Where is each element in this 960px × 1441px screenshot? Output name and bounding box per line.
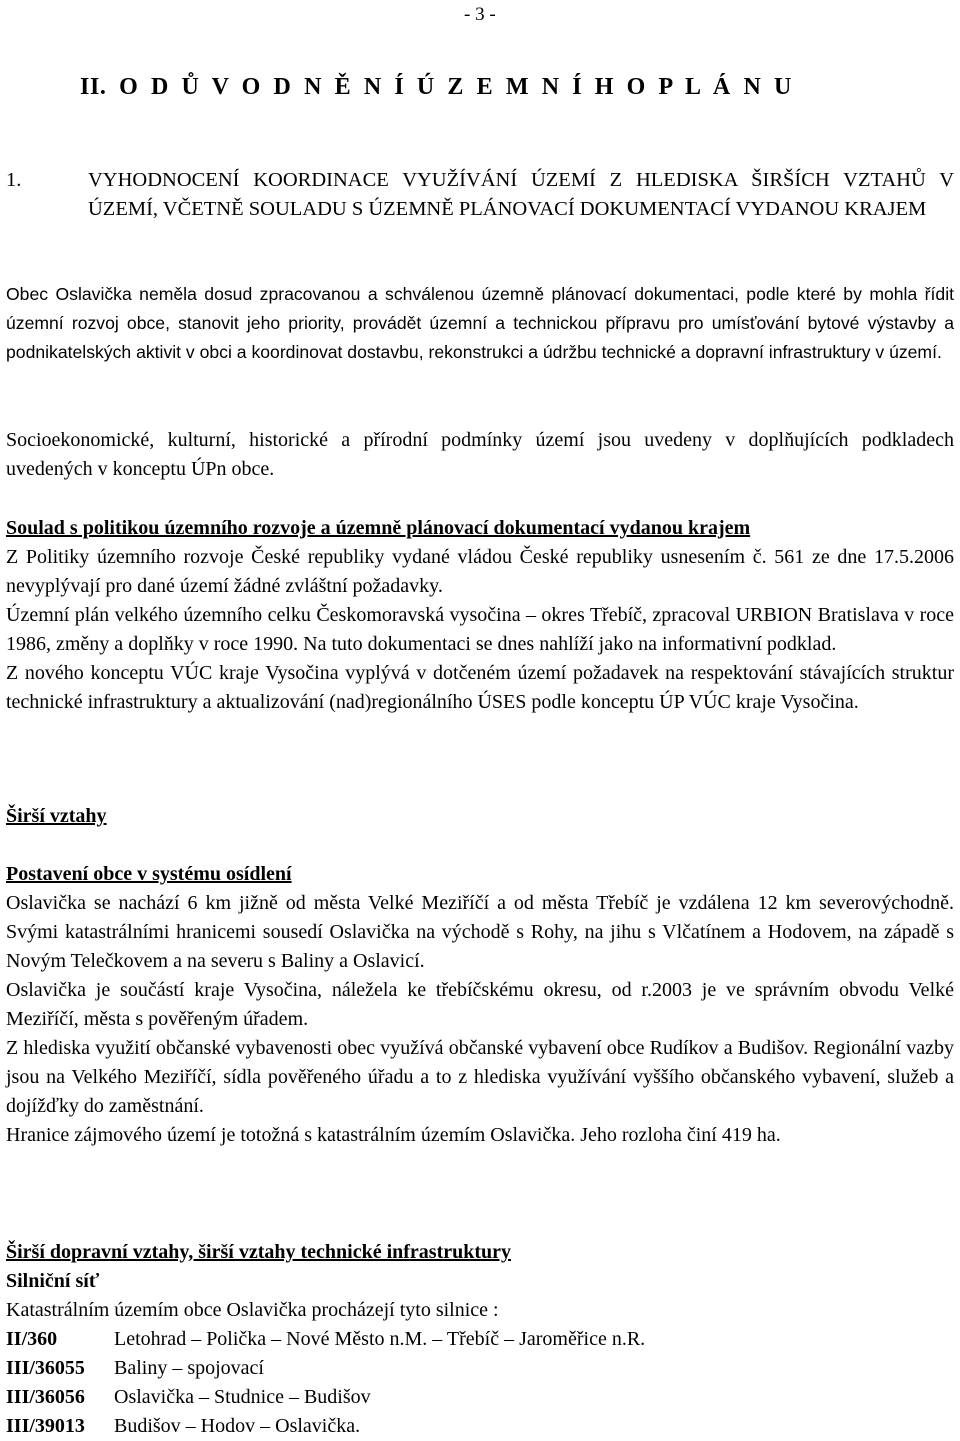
chapter-title: II. O D Ů V O D N Ě N Í Ú Z E M N Í H O P L Á N U — [80, 74, 792, 100]
section-1-heading — [6, 166, 954, 224]
soulad-paragraph-2: Územní plán velkého územního celku Českomoravská vysočina – okres Třebíč, zpracoval URBION Bratislava v roce 1986, změny a doplňky v roce 1990. Na tuto dokumentaci se dnes nahlíží jako na informativní podklad. — [6, 604, 954, 655]
paragraph-text: Socioekonomické, kulturní, historické a přírodní podmínky území jsou uvedeny v doplňujících podkladech uvedených v konceptu ÚPn obce. — [6, 429, 954, 480]
doprava-section — [6, 1238, 954, 1441]
road-code: III/39013 — [6, 1415, 85, 1437]
osidleni-paragraph-2: Oslavička je součástí kraje Vysočina, náležela ke třebíčskému okresu, od r.2003 je ve správním obvodu Velké Meziříčí, města s pověřeným úřadem. — [6, 979, 954, 1030]
socioeconomic-paragraph — [6, 426, 954, 484]
section-number: 1. — [6, 169, 22, 191]
soulad-heading: Soulad s politikou územního rozvoje a územně plánovací dokumentací vydanou krajem — [6, 517, 751, 539]
road-route: Letohrad – Polička – Nové Město n.M. – Třebíč – Jaroměřice n.R. — [114, 1328, 646, 1350]
soulad-section — [6, 514, 954, 717]
soulad-paragraph-3: Z nového konceptu VÚC kraje Vysočina vyplývá v dotčeném území požadavek na respektování stávajících struktur technické infrastruktury a aktualizování (nad)regionálního ÚSES podle konceptu ÚP VÚC kraje Vysočina. — [6, 662, 954, 713]
road-row — [6, 1383, 954, 1412]
intro-paragraph — [6, 280, 954, 367]
osidleni-paragraph-4: Hranice zájmového území je totožná s katastrálním územím Oslavička. Jeho rozloha činí 419 ha. — [6, 1124, 781, 1146]
sirsi-vztahy-section — [6, 802, 954, 831]
road-route: Oslavička – Studnice – Budišov — [114, 1386, 371, 1408]
road-code: III/36055 — [6, 1357, 85, 1379]
page-number: - 3 - — [464, 4, 496, 25]
osidleni-paragraph-3: Z hlediska využití občanské vybavenosti obec využívá občanské vybavení obce Rudíkov a Budišov. Regionální vazby jsou na Velkého Meziříčí, sídla pověřeného úřadu a to z hlediska využívání vyššího občanského vybavení, služeb a dojížďky do zaměstnání. — [6, 1037, 954, 1117]
osidleni-paragraph-1: Oslavička se nachází 6 km jižně od města Velké Meziříčí a od města Třebíč je vzdálena 12 km severovýchodně. Svými katastrálními hranicemi sousedí Oslavička na východě s Rohy, na jihu s Vlčatínem a Hodovem, na západě s Novým Telečkovem a na severu s Baliny a Oslavicí. — [6, 892, 954, 972]
road-code: II/360 — [6, 1328, 58, 1350]
silnicni-sit-heading: Silniční síť — [6, 1270, 100, 1292]
soulad-paragraph-1: Z Politiky územního rozvoje České republiky vydané vládou České republiky usnesením č. 561 ze dne 17.5.2006 nevyplývají pro dané území žádné zvláštní požadavky. — [6, 546, 954, 597]
road-row — [6, 1325, 954, 1354]
sirsi-vztahy-heading: Širší vztahy — [6, 805, 107, 827]
road-route: Budišov – Hodov – Oslavička. — [114, 1415, 361, 1437]
osidleni-heading: Postavení obce v systému osídlení — [6, 863, 292, 885]
road-row — [6, 1412, 954, 1441]
doprava-heading: Širší dopravní vztahy, širší vztahy technické infrastruktury — [6, 1241, 512, 1263]
road-code: III/36056 — [6, 1386, 85, 1408]
roads-intro: Katastrálním územím obce Oslavička procházejí tyto silnice : — [6, 1299, 499, 1321]
road-row — [6, 1354, 954, 1383]
road-route: Baliny – spojovací — [114, 1357, 264, 1379]
osidleni-section — [6, 860, 954, 1150]
section-title: VYHODNOCENÍ KOORDINACE VYUŽÍVÁNÍ ÚZEMÍ Z HLEDISKA ŠIRŠÍCH VZTAHŮ V ÚZEMÍ, VČETNĚ SOULADU S ÚZEMNĚ PLÁNOVACÍ DOKUMENTACÍ VYDANOU KRAJEM — [88, 169, 954, 220]
paragraph-text: Obec Oslavička neměla dosud zpracovanou a schválenou územně plánovací dokumentaci, podle které by mohla řídit územní rozvoj obce, stanovit jeho priority, provádět územní a technickou přípravu pro umísťování bytové výstavby a podnikatelských aktivit v obci a koordinovat dostavbu, rekonstrukci a údržbu technické a dopravní infrastruktury v území. — [6, 284, 954, 362]
